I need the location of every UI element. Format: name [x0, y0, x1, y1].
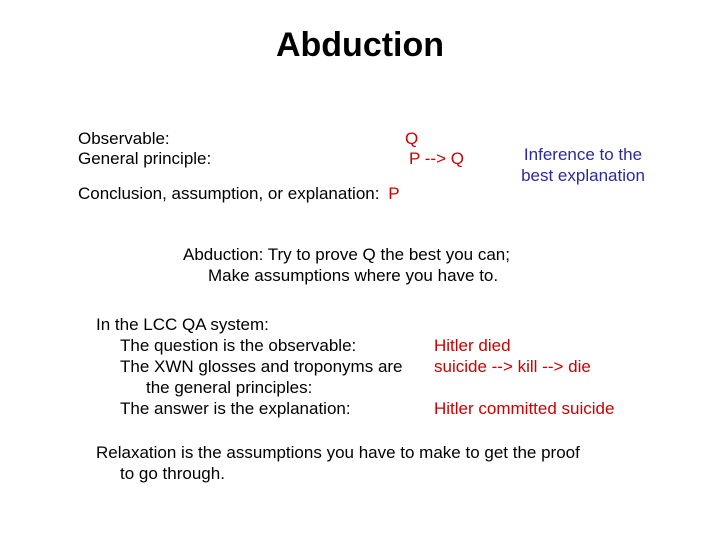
abduction-note-line1: Abduction: Try to prove Q the best you can;	[183, 245, 510, 264]
lcc-heading: In the LCC QA system:	[96, 315, 269, 334]
relaxation-line2: to go through.	[120, 464, 225, 483]
conclusion-line	[78, 184, 400, 204]
lcc-row1-value: Hitler died	[434, 336, 511, 355]
slide-title: Abduction	[275, 26, 445, 64]
lcc-row2-label-cont: the general principles:	[146, 378, 313, 397]
observable-label: Observable:	[78, 129, 170, 148]
side-note-line1: Inference to the	[523, 145, 643, 164]
lcc-row2-label: The XWN glosses and troponyms are	[120, 357, 403, 376]
observable-value: Q	[405, 129, 419, 148]
side-note-line2: best explanation	[521, 166, 645, 185]
lcc-row3-label: The answer is the explanation:	[120, 399, 351, 418]
relaxation-line1: Relaxation is the assumptions you have to make to get the proof	[96, 443, 580, 462]
lcc-row1-label: The question is the observable:	[120, 336, 357, 355]
conclusion-value: P	[388, 184, 400, 203]
lcc-row3-value: Hitler committed suicide	[434, 399, 615, 418]
general-principle-label: General principle:	[78, 149, 212, 168]
abduction-note-line2: Make assumptions where you have to.	[208, 266, 499, 285]
general-principle-value: P --> Q	[409, 149, 464, 168]
conclusion-label: Conclusion, assumption, or explanation:	[78, 184, 380, 203]
lcc-row2-value: suicide --> kill --> die	[434, 357, 591, 376]
